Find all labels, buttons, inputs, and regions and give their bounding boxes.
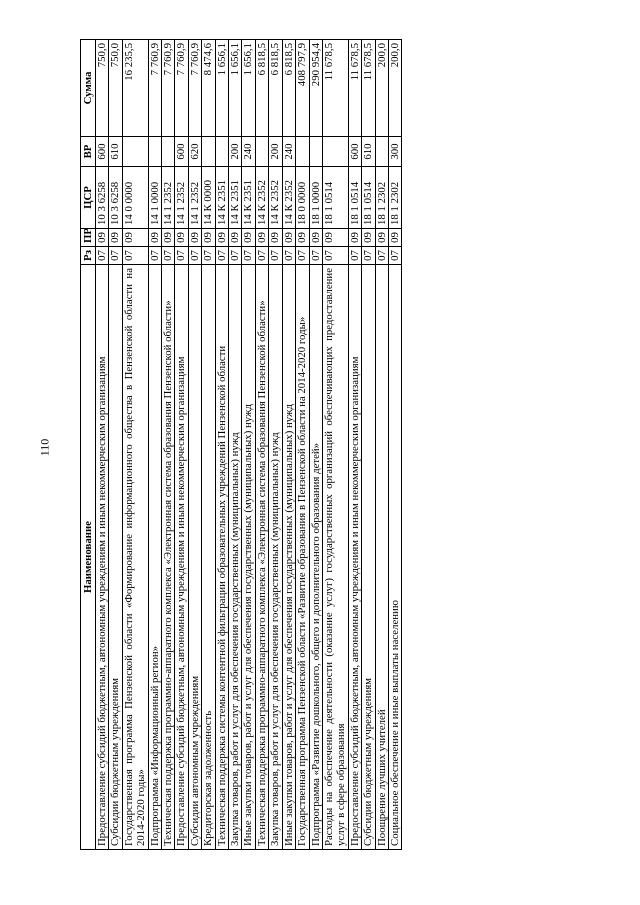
row-pr: 09 [215,229,228,247]
table-row [388,40,401,850]
row-vr: 610 [362,137,375,167]
page-number: 110 [37,438,52,457]
table-row [122,40,148,850]
header-rz: Рз [81,247,96,265]
row-vr: 200 [269,137,282,167]
table-row [215,40,228,850]
row-pr: 09 [282,229,295,247]
row-rz: 07 [255,247,268,265]
row-sum: 6 818,5 [282,40,295,137]
row-sum: 16 235,5 [122,40,148,137]
row-sum: 1 656,1 [242,40,255,137]
row-vr: 600 [96,137,109,167]
row-vr [296,137,309,167]
row-rz: 07 [148,247,161,265]
row-rz: 07 [96,247,109,265]
row-vr [375,137,388,167]
row-name: Техническая поддержка программно-аппаратного комплекса «Электронная система образования Пензенской области» [255,265,268,850]
table-row [362,40,375,850]
row-name: Государственная программа Пензенской области «Развитие образования в Пензенской области на 2014-2020 годы» [296,265,309,850]
row-rz: 07 [175,247,188,265]
row-name: Предоставление субсидий бюджетным, автономным учреждениям и иным некоммерческим организациям [175,265,188,850]
table-wrapper [80,40,575,850]
row-sum: 750,0 [96,40,109,137]
row-rz: 07 [282,247,295,265]
row-name: Предоставление субсидий бюджетным, автономным учреждениям и иным некоммерческим организациям [96,265,109,850]
table-row [162,40,175,850]
row-pr: 09 [122,229,148,247]
row-vr [162,137,175,167]
row-sum: 1 656,1 [229,40,242,137]
header-pr: ПР [81,229,96,247]
header-name: Наименование [81,265,96,850]
row-pr: 09 [202,229,215,247]
row-csr: 18 1 0000 [309,167,322,229]
row-sum: 11 678,5 [322,40,348,137]
table-row [109,40,122,850]
row-csr: 14 1 2352 [162,167,175,229]
rotated-table-area [80,40,575,850]
table-row [282,40,295,850]
row-name: Техническая поддержка программно-аппаратного комплекса «Электронная система образования Пензенской области» [162,265,175,850]
row-pr: 09 [322,229,348,247]
row-csr: 18 1 0514 [362,167,375,229]
row-pr: 09 [388,229,401,247]
row-rz: 07 [215,247,228,265]
row-csr: 14 1 2352 [188,167,201,229]
row-vr: 610 [109,137,122,167]
row-vr: 600 [175,137,188,167]
row-csr: 14 1 0000 [148,167,161,229]
row-sum: 7 760,9 [148,40,161,137]
row-sum: 200,0 [375,40,388,137]
row-name: Поощрение лучших учителей [375,265,388,850]
row-name: Техническая поддержка системы контентной фильтрации образовательных учреждений Пензенской области [215,265,228,850]
row-csr: 18 0 0000 [296,167,309,229]
row-pr: 09 [109,229,122,247]
table-row [96,40,109,850]
row-csr: 14 1 2352 [175,167,188,229]
row-name: Закупка товаров, работ и услуг для обеспечения государственных (муниципальных) нужд [229,265,242,850]
row-rz: 07 [188,247,201,265]
row-pr: 09 [375,229,388,247]
table-row [242,40,255,850]
row-pr: 09 [188,229,201,247]
row-rz: 07 [348,247,361,265]
row-vr: 200 [229,137,242,167]
row-sum: 1 656,1 [215,40,228,137]
row-sum: 750,0 [109,40,122,137]
row-name: Подпрограмма «Информационный регион» [148,265,161,850]
table-row [375,40,388,850]
row-name: Закупка товаров, работ и услуг для обеспечения государственных (муниципальных) нужд [269,265,282,850]
row-sum: 200,0 [388,40,401,137]
table-row [322,40,348,850]
row-csr: 14 К 2351 [242,167,255,229]
row-pr: 09 [269,229,282,247]
row-name: Государственная программа Пензенской области «Формирование информационного общества в Пензенской области на 2014-2020 годы» [122,265,148,850]
row-pr: 09 [255,229,268,247]
row-name: Кредиторская задолженность [202,265,215,850]
row-name: Предоставление субсидий бюджетным, автономным учреждениям и иным некоммерческим организациям [348,265,361,850]
row-pr: 09 [175,229,188,247]
table-row [269,40,282,850]
row-sum: 8 474,6 [202,40,215,137]
row-csr: 14 К 0000 [202,167,215,229]
table-row [175,40,188,850]
row-csr: 18 1 2302 [388,167,401,229]
table-row [148,40,161,850]
row-sum: 6 818,5 [269,40,282,137]
row-rz: 07 [388,247,401,265]
row-sum: 7 760,9 [162,40,175,137]
row-pr: 09 [296,229,309,247]
row-vr [309,137,322,167]
row-vr [255,137,268,167]
row-pr: 09 [362,229,375,247]
row-vr: 240 [282,137,295,167]
header-sum: Сумма [81,40,96,137]
row-rz: 07 [122,247,148,265]
row-csr: 14 0 0000 [122,167,148,229]
table-row [296,40,309,850]
row-rz: 07 [269,247,282,265]
row-pr: 09 [148,229,161,247]
row-csr: 14 К 2352 [282,167,295,229]
row-rz: 07 [162,247,175,265]
table-row [255,40,268,850]
row-rz: 07 [229,247,242,265]
row-sum: 408 797,9 [296,40,309,137]
row-rz: 07 [309,247,322,265]
row-vr: 600 [348,137,361,167]
row-pr: 09 [242,229,255,247]
row-name: Иные закупки товаров, работ и услуг для обеспечения государственных (муниципальных) нужд [242,265,255,850]
row-rz: 07 [322,247,348,265]
row-name: Расходы на обеспечение деятельности (оказание услуг) государственных организаций обеспечивающих предоставление услуг в сфере образования [322,265,348,850]
table-row [229,40,242,850]
row-name: Подпрограмма «Развитие дошкольного, общего и дополнительного образования детей» [309,265,322,850]
row-rz: 07 [109,247,122,265]
row-pr: 09 [229,229,242,247]
row-csr: 14 К 2352 [269,167,282,229]
row-pr: 09 [348,229,361,247]
row-rz: 07 [242,247,255,265]
row-rz: 07 [202,247,215,265]
row-csr: 18 1 2302 [375,167,388,229]
header-csr: ЦСР [81,167,96,229]
row-vr [215,137,228,167]
row-csr: 18 1 0514 [322,167,348,229]
row-csr: 14 К 2351 [215,167,228,229]
row-csr: 10 3 6258 [109,167,122,229]
row-csr: 10 3 6258 [96,167,109,229]
budget-table [80,39,402,850]
row-csr: 14 К 2352 [255,167,268,229]
row-name: Субсидии автономным учреждениям [188,265,201,850]
row-vr [148,137,161,167]
row-csr: 18 1 0514 [348,167,361,229]
row-pr: 09 [309,229,322,247]
table-row [202,40,215,850]
row-csr: 14 К 2351 [229,167,242,229]
table-row [188,40,201,850]
row-rz: 07 [362,247,375,265]
row-sum: 11 678,5 [348,40,361,137]
row-name: Социальное обеспечение и иные выплаты населению [388,265,401,850]
row-sum: 6 818,5 [255,40,268,137]
row-rz: 07 [375,247,388,265]
row-vr: 240 [242,137,255,167]
row-sum: 7 760,9 [188,40,201,137]
header-vr: ВР [81,137,96,167]
table-row [309,40,322,850]
row-name: Иные закупки товаров, работ и услуг для обеспечения государственных (муниципальных) нужд [282,265,295,850]
table-header-row [81,40,96,850]
row-sum: 290 954,4 [309,40,322,137]
row-pr: 09 [162,229,175,247]
row-vr: 620 [188,137,201,167]
row-vr [122,137,148,167]
row-vr [322,137,348,167]
row-vr: 300 [388,137,401,167]
row-rz: 07 [296,247,309,265]
row-pr: 09 [96,229,109,247]
row-name: Субсидии бюджетным учреждениям [109,265,122,850]
table-row [348,40,361,850]
row-vr [202,137,215,167]
row-sum: 7 760,9 [175,40,188,137]
row-name: Субсидии бюджетным учреждениям [362,265,375,850]
row-sum: 11 678,5 [362,40,375,137]
